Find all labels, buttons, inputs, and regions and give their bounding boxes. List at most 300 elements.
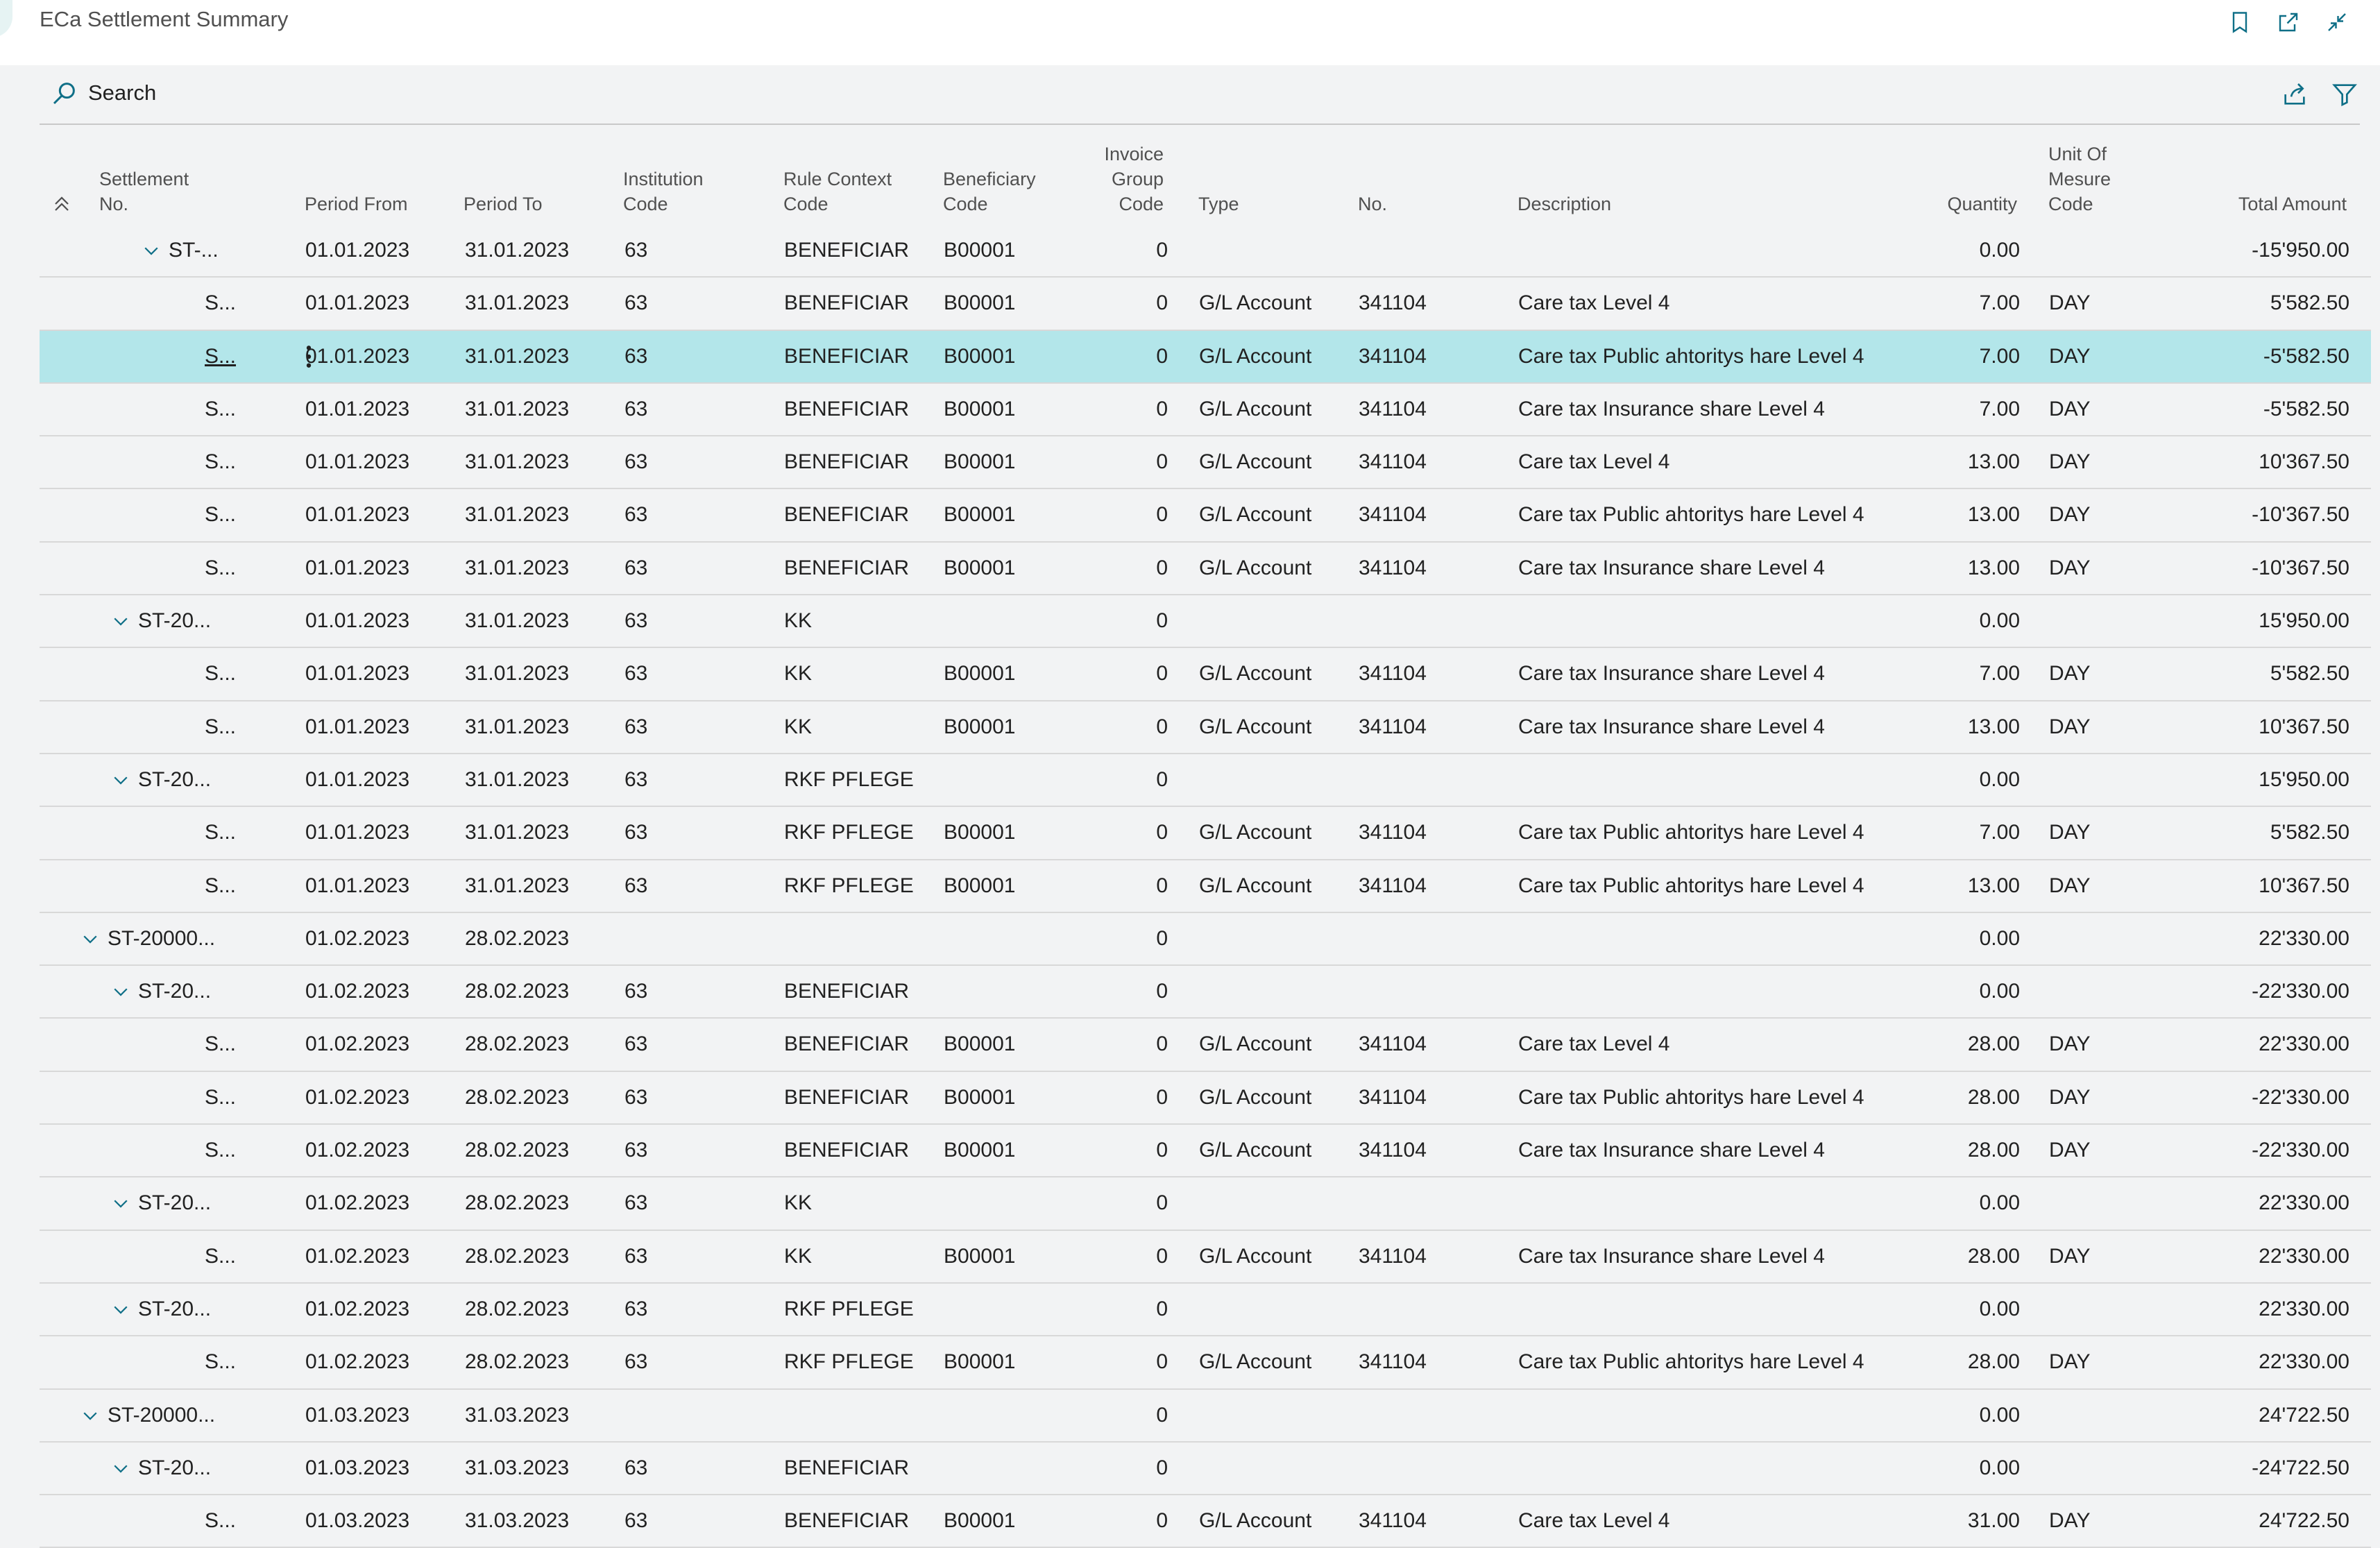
cell-settlement-no[interactable]: ST-20... [138, 1297, 212, 1320]
cell-description: Care tax Public ahtoritys hare Level 4 [1518, 503, 1864, 527]
cell-invoice-group-code: 0 [1156, 1085, 1168, 1109]
cell-quantity: 0.00 [1979, 1403, 2020, 1427]
table-row[interactable] [40, 543, 2371, 595]
cell-no: 341104 [1359, 1244, 1427, 1268]
cell-total-amount: 10'367.50 [2259, 715, 2349, 738]
cell-total-amount: 22'330.00 [2259, 1244, 2349, 1268]
table-row[interactable] [40, 1443, 2371, 1495]
cell-settlement-no[interactable]: S... [205, 397, 237, 420]
cell-rule-context-code: BENEFICIAR [784, 344, 910, 368]
cell-period-from: 01.01.2023 [305, 767, 410, 791]
cell-beneficiary-code: B00001 [944, 1032, 1016, 1056]
cell-no: 341104 [1359, 397, 1427, 420]
cell-institution-code: 63 [624, 503, 648, 527]
cell-settlement-no[interactable]: ST-20... [138, 1191, 212, 1215]
cell-institution-code: 63 [624, 239, 648, 262]
cell-quantity: 0.00 [1979, 239, 2020, 262]
cell-settlement-no[interactable]: ST-20... [138, 1456, 212, 1479]
table-row[interactable] [40, 1125, 2371, 1177]
cell-period-from: 01.02.2023 [305, 1350, 410, 1374]
collapse-icon[interactable] [2322, 7, 2352, 37]
table-row[interactable] [40, 595, 2371, 648]
cell-beneficiary-code: B00001 [944, 874, 1016, 897]
cell-institution-code: 63 [624, 1297, 648, 1320]
cell-total-amount: -10'367.50 [2252, 503, 2349, 527]
cell-description: Care tax Insurance share Level 4 [1518, 1244, 1825, 1268]
col-settlement-no[interactable]: Settlement No. [99, 169, 189, 214]
cell-unit-of-measure: DAY [2049, 662, 2091, 686]
chevron-down-icon[interactable] [110, 1458, 131, 1479]
cell-settlement-no[interactable]: S... [205, 715, 237, 738]
table-row[interactable] [40, 1177, 2371, 1230]
cell-invoice-group-code: 0 [1156, 1139, 1168, 1162]
cell-description: Care tax Level 4 [1518, 1032, 1670, 1056]
cell-rule-context-code: BENEFICIAR [784, 980, 910, 1003]
cell-period-to: 28.02.2023 [465, 1191, 570, 1215]
cell-invoice-group-code: 0 [1156, 715, 1168, 738]
cell-total-amount: 5'582.50 [2270, 662, 2349, 686]
cell-rule-context-code: BENEFICIAR [784, 450, 910, 474]
toolbar-actions [2279, 79, 2360, 110]
cell-period-from: 01.01.2023 [305, 609, 410, 633]
cell-period-from: 01.01.2023 [305, 239, 410, 262]
cell-rule-context-code: BENEFICIAR [784, 1085, 910, 1109]
cell-settlement-no[interactable]: S... [205, 1244, 237, 1268]
cell-type: G/L Account [1199, 1032, 1312, 1056]
cell-invoice-group-code: 0 [1156, 980, 1168, 1003]
col-type[interactable]: Type [1198, 194, 1239, 214]
cell-period-to: 31.01.2023 [465, 344, 570, 368]
cell-period-to: 31.03.2023 [465, 1403, 570, 1427]
cell-invoice-group-code: 0 [1156, 1509, 1168, 1533]
cell-settlement-no[interactable]: S... [205, 503, 237, 527]
col-beneficiary-code[interactable]: Beneficiary Code [943, 169, 1036, 214]
cell-type: G/L Account [1199, 1139, 1312, 1162]
cell-period-to: 31.01.2023 [465, 609, 570, 633]
chevron-down-icon[interactable] [80, 1405, 101, 1426]
cell-quantity: 28.00 [1967, 1085, 2020, 1109]
cell-invoice-group-code: 0 [1156, 344, 1168, 368]
cell-settlement-no[interactable]: ST-20... [138, 609, 212, 633]
chevron-down-icon[interactable] [110, 611, 131, 631]
cell-type: G/L Account [1199, 450, 1312, 474]
cell-rule-context-code: KK [784, 662, 813, 686]
cell-institution-code: 63 [624, 1244, 648, 1268]
cell-quantity: 0.00 [1979, 926, 2020, 950]
cell-type: G/L Account [1199, 291, 1312, 315]
cell-invoice-group-code: 0 [1156, 874, 1168, 897]
cell-rule-context-code: BENEFICIAR [784, 556, 910, 579]
cell-period-to: 28.02.2023 [465, 1085, 570, 1109]
cell-period-from: 01.03.2023 [305, 1509, 410, 1533]
cell-beneficiary-code: B00001 [944, 397, 1016, 420]
cell-institution-code: 63 [624, 715, 648, 738]
cell-type: G/L Account [1199, 1085, 1312, 1109]
cell-institution-code: 63 [624, 1032, 648, 1056]
cell-beneficiary-code: B00001 [944, 503, 1016, 527]
cell-invoice-group-code: 0 [1156, 821, 1168, 844]
cell-beneficiary-code: B00001 [944, 821, 1016, 844]
table-row[interactable] [40, 913, 2371, 966]
cell-period-from: 01.01.2023 [305, 821, 410, 844]
table-row[interactable] [40, 1284, 2371, 1336]
cell-period-from: 01.02.2023 [305, 1032, 410, 1056]
cell-total-amount: 22'330.00 [2259, 1350, 2349, 1374]
cell-period-from: 01.02.2023 [305, 1297, 410, 1320]
cell-period-from: 01.02.2023 [305, 926, 410, 950]
cell-quantity: 13.00 [1967, 503, 2020, 527]
chevron-down-icon[interactable] [80, 928, 101, 949]
open-in-new-window-icon[interactable] [2273, 7, 2304, 37]
title-bar [0, 0, 2380, 65]
collapse-all-icon[interactable] [49, 190, 74, 218]
cell-quantity: 31.00 [1967, 1509, 2020, 1533]
cell-unit-of-measure: DAY [2049, 1032, 2091, 1056]
table-row[interactable] [40, 278, 2371, 330]
cell-quantity: 0.00 [1979, 1456, 2020, 1479]
cell-invoice-group-code: 0 [1156, 556, 1168, 579]
cell-period-to: 31.01.2023 [465, 767, 570, 791]
cell-institution-code: 63 [624, 767, 648, 791]
cell-settlement-no[interactable]: ST-20000... [108, 1403, 216, 1427]
cell-total-amount: 22'330.00 [2259, 1191, 2349, 1215]
cell-period-to: 31.01.2023 [465, 821, 570, 844]
table-row[interactable] [40, 1072, 2371, 1125]
cell-period-from: 01.02.2023 [305, 1191, 410, 1215]
cell-type: G/L Account [1199, 1350, 1312, 1374]
cell-no: 341104 [1359, 1139, 1427, 1162]
cell-rule-context-code: BENEFICIAR [784, 1032, 910, 1056]
cell-unit-of-measure: DAY [2049, 344, 2091, 368]
cell-rule-context-code: RKF PFLEGE [784, 821, 914, 844]
cell-settlement-no[interactable]: S... [205, 556, 237, 579]
cell-settlement-no[interactable]: S... [205, 1032, 237, 1056]
cell-institution-code: 63 [624, 1350, 648, 1374]
cell-settlement-no[interactable]: S... [205, 1139, 237, 1162]
cell-period-to: 31.01.2023 [465, 503, 570, 527]
cell-type: G/L Account [1199, 821, 1312, 844]
table-row[interactable] [40, 331, 2371, 384]
cell-institution-code: 63 [624, 1191, 648, 1215]
chevron-down-icon[interactable] [141, 240, 162, 261]
cell-invoice-group-code: 0 [1156, 503, 1168, 527]
cell-period-from: 01.01.2023 [305, 874, 410, 897]
cell-period-from: 01.03.2023 [305, 1456, 410, 1479]
table-row[interactable] [40, 1231, 2371, 1284]
cell-no: 341104 [1359, 556, 1427, 579]
bookmark-icon[interactable] [2225, 7, 2255, 37]
cell-invoice-group-code: 0 [1156, 1297, 1168, 1320]
cell-total-amount: 10'367.50 [2259, 450, 2349, 474]
cell-rule-context-code: BENEFICIAR [784, 397, 910, 420]
cell-description: Care tax Public ahtoritys hare Level 4 [1518, 821, 1864, 844]
cell-total-amount: -22'330.00 [2252, 1085, 2349, 1109]
cell-rule-context-code: KK [784, 1244, 813, 1268]
cell-no: 341104 [1359, 503, 1427, 527]
cell-settlement-no[interactable]: S... [205, 1509, 237, 1533]
cell-total-amount: 24'722.50 [2259, 1509, 2349, 1533]
cell-quantity: 28.00 [1967, 1350, 2020, 1374]
cell-institution-code: 63 [624, 1456, 648, 1479]
grid-header [40, 136, 2371, 225]
cell-total-amount: -10'367.50 [2252, 556, 2349, 579]
cell-institution-code: 63 [624, 874, 648, 897]
cell-quantity: 13.00 [1967, 450, 2020, 474]
cell-invoice-group-code: 0 [1156, 397, 1168, 420]
grid-body [40, 225, 2371, 1548]
table-row[interactable] [40, 807, 2371, 860]
cell-period-from: 01.02.2023 [305, 1085, 410, 1109]
cell-total-amount: 5'582.50 [2270, 821, 2349, 844]
cell-beneficiary-code: B00001 [944, 715, 1016, 738]
cell-rule-context-code: BENEFICIAR [784, 1509, 910, 1533]
cell-quantity: 0.00 [1979, 1297, 2020, 1320]
cell-quantity: 13.00 [1967, 874, 2020, 897]
cell-settlement-no[interactable]: S... [205, 821, 237, 844]
cell-invoice-group-code: 0 [1156, 450, 1168, 474]
cell-rule-context-code: BENEFICIAR [784, 291, 910, 315]
cell-settlement-no[interactable]: S... [205, 1350, 237, 1374]
cell-quantity: 28.00 [1967, 1139, 2020, 1162]
cell-period-from: 01.01.2023 [305, 344, 410, 368]
cell-description: Care tax Insurance share Level 4 [1518, 715, 1825, 738]
cell-total-amount: -5'582.50 [2263, 344, 2349, 368]
cell-beneficiary-code: B00001 [944, 662, 1016, 686]
cell-description: Care tax Public ahtoritys hare Level 4 [1518, 344, 1864, 368]
col-period-to[interactable]: Period To [464, 194, 543, 214]
cell-period-to: 28.02.2023 [465, 1244, 570, 1268]
cell-rule-context-code: RKF PFLEGE [784, 767, 914, 791]
cell-invoice-group-code: 0 [1156, 609, 1168, 633]
cell-rule-context-code: RKF PFLEGE [784, 874, 914, 897]
cell-no: 341104 [1359, 874, 1427, 897]
col-institution-code[interactable]: Institution Code [623, 169, 704, 214]
cell-institution-code: 63 [624, 980, 648, 1003]
chevron-down-icon[interactable] [110, 1193, 131, 1214]
table-row[interactable] [40, 701, 2371, 754]
settlement-grid [40, 136, 2371, 1548]
cell-rule-context-code: RKF PFLEGE [784, 1350, 914, 1374]
cell-type: G/L Account [1199, 503, 1312, 527]
cell-total-amount: -15'950.00 [2252, 239, 2349, 262]
cell-period-from: 01.02.2023 [305, 980, 410, 1003]
cell-description: Care tax Insurance share Level 4 [1518, 1139, 1825, 1162]
cell-type: G/L Account [1199, 1509, 1312, 1533]
cell-unit-of-measure: DAY [2049, 1509, 2091, 1533]
cell-beneficiary-code: B00001 [944, 344, 1016, 368]
cell-total-amount: 24'722.50 [2259, 1403, 2349, 1427]
cell-type: G/L Account [1199, 344, 1312, 368]
cell-institution-code: 63 [624, 821, 648, 844]
table-row[interactable] [40, 1495, 2371, 1548]
cell-settlement-no[interactable]: S... [205, 450, 237, 474]
cell-invoice-group-code: 0 [1156, 1456, 1168, 1479]
cell-quantity: 28.00 [1967, 1032, 2020, 1056]
cell-quantity: 0.00 [1979, 609, 2020, 633]
table-row[interactable] [40, 225, 2371, 278]
cell-beneficiary-code: B00001 [944, 1350, 1016, 1374]
cell-total-amount: -22'330.00 [2252, 1139, 2349, 1162]
cell-period-from: 01.02.2023 [305, 1244, 410, 1268]
cell-settlement-no[interactable]: S... [205, 344, 237, 368]
cell-beneficiary-code: B00001 [944, 1139, 1016, 1162]
cell-quantity: 13.00 [1967, 715, 2020, 738]
cell-quantity: 0.00 [1979, 980, 2020, 1003]
cell-invoice-group-code: 0 [1156, 239, 1168, 262]
cell-invoice-group-code: 0 [1156, 926, 1168, 950]
cell-beneficiary-code: B00001 [944, 556, 1016, 579]
cell-total-amount: -22'330.00 [2252, 980, 2349, 1003]
cell-period-to: 31.01.2023 [465, 239, 570, 262]
cell-total-amount: 15'950.00 [2259, 767, 2349, 791]
cell-period-from: 01.01.2023 [305, 503, 410, 527]
cell-institution-code: 63 [624, 609, 648, 633]
cell-period-to: 31.01.2023 [465, 874, 570, 897]
cell-invoice-group-code: 0 [1156, 767, 1168, 791]
cell-rule-context-code: RKF PFLEGE [784, 1297, 914, 1320]
col-no[interactable]: No. [1358, 194, 1388, 214]
cell-settlement-no[interactable]: S... [205, 291, 237, 315]
col-period-from[interactable]: Period From [305, 194, 408, 214]
cell-type: G/L Account [1199, 874, 1312, 897]
col-total-amount[interactable]: Total Amount [2238, 194, 2347, 214]
cell-period-to: 28.02.2023 [465, 1350, 570, 1374]
cell-period-to: 28.02.2023 [465, 1297, 570, 1320]
cell-beneficiary-code: B00001 [944, 1085, 1016, 1109]
col-invoice-group-code[interactable]: Invoice Group Code [1104, 144, 1164, 214]
table-row[interactable] [40, 384, 2371, 436]
cell-no: 341104 [1359, 291, 1427, 315]
cell-quantity: 7.00 [1979, 397, 2020, 420]
cell-no: 341104 [1359, 344, 1427, 368]
cell-period-to: 28.02.2023 [465, 926, 570, 950]
cell-invoice-group-code: 0 [1156, 291, 1168, 315]
cell-description: Care tax Public ahtoritys hare Level 4 [1518, 1350, 1864, 1374]
cell-period-to: 31.01.2023 [465, 662, 570, 686]
cell-quantity: 7.00 [1979, 344, 2020, 368]
search-label: Search [88, 80, 157, 105]
table-row[interactable] [40, 860, 2371, 913]
col-rule-context-code[interactable]: Rule Context Code [783, 169, 892, 214]
cell-quantity: 7.00 [1979, 821, 2020, 844]
cell-unit-of-measure: DAY [2049, 291, 2091, 315]
cell-unit-of-measure: DAY [2049, 1350, 2091, 1374]
cell-total-amount: 22'330.00 [2259, 1297, 2349, 1320]
share-icon[interactable] [2279, 79, 2310, 110]
cell-type: G/L Account [1199, 662, 1312, 686]
cell-total-amount: -24'722.50 [2252, 1456, 2349, 1479]
cell-type: G/L Account [1199, 715, 1312, 738]
title-actions [2225, 7, 2352, 37]
cell-settlement-no[interactable]: S... [205, 662, 237, 686]
table-row[interactable] [40, 1336, 2371, 1389]
cell-unit-of-measure: DAY [2049, 1139, 2091, 1162]
cell-invoice-group-code: 0 [1156, 1032, 1168, 1056]
col-quantity[interactable]: Quantity [1947, 194, 2017, 214]
cell-period-to: 31.01.2023 [465, 291, 570, 315]
col-unit-of-measure-code[interactable]: Unit Of Mesure Code [2048, 144, 2111, 214]
cell-invoice-group-code: 0 [1156, 1403, 1168, 1427]
cell-rule-context-code: BENEFICIAR [784, 503, 910, 527]
cell-no: 341104 [1359, 821, 1427, 844]
cell-invoice-group-code: 0 [1156, 1191, 1168, 1215]
col-description[interactable]: Description [1518, 194, 1612, 214]
cell-quantity: 7.00 [1979, 291, 2020, 315]
table-row[interactable] [40, 489, 2371, 542]
table-row[interactable] [40, 966, 2371, 1019]
table-row[interactable] [40, 436, 2371, 489]
cell-settlement-no[interactable]: S... [205, 874, 237, 897]
cell-institution-code: 63 [624, 450, 648, 474]
chevron-down-icon[interactable] [110, 1299, 131, 1320]
cell-no: 341104 [1359, 715, 1427, 738]
cell-rule-context-code: BENEFICIAR [784, 1456, 910, 1479]
cell-institution-code: 63 [624, 1139, 648, 1162]
filter-icon[interactable] [2329, 79, 2360, 110]
table-row[interactable] [40, 754, 2371, 807]
cell-settlement-no[interactable]: ST-20000... [108, 926, 216, 950]
chevron-down-icon[interactable] [110, 769, 131, 790]
cell-total-amount: 10'367.50 [2259, 874, 2349, 897]
cell-settlement-no[interactable]: ST-20... [138, 767, 212, 791]
cell-quantity: 28.00 [1967, 1244, 2020, 1268]
cell-period-from: 01.01.2023 [305, 556, 410, 579]
cell-unit-of-measure: DAY [2049, 450, 2091, 474]
cell-beneficiary-code: B00001 [944, 239, 1016, 262]
cell-total-amount: 5'582.50 [2270, 291, 2349, 315]
cell-no: 341104 [1359, 1032, 1427, 1056]
cell-period-to: 28.02.2023 [465, 980, 570, 1003]
corner-tab [0, 0, 12, 37]
cell-institution-code: 63 [624, 556, 648, 579]
cell-invoice-group-code: 0 [1156, 1350, 1168, 1374]
cell-rule-context-code: BENEFICIAR [784, 239, 910, 262]
cell-beneficiary-code: B00001 [944, 450, 1016, 474]
cell-period-to: 31.01.2023 [465, 715, 570, 738]
cell-unit-of-measure: DAY [2049, 715, 2091, 738]
cell-rule-context-code: KK [784, 1191, 813, 1215]
cell-total-amount: 22'330.00 [2259, 926, 2349, 950]
cell-settlement-no[interactable]: S... [205, 1085, 237, 1109]
cell-quantity: 0.00 [1979, 1191, 2020, 1215]
cell-description: Care tax Level 4 [1518, 291, 1670, 315]
cell-rule-context-code: BENEFICIAR [784, 1139, 910, 1162]
cell-unit-of-measure: DAY [2049, 397, 2091, 420]
table-row[interactable] [40, 1019, 2371, 1071]
cell-unit-of-measure: DAY [2049, 556, 2091, 579]
cell-rule-context-code: KK [784, 609, 813, 633]
cell-period-to: 31.03.2023 [465, 1456, 570, 1479]
cell-quantity: 13.00 [1967, 556, 2020, 579]
table-row[interactable] [40, 1390, 2371, 1443]
cell-settlement-no[interactable]: ST-... [169, 239, 219, 262]
cell-period-from: 01.01.2023 [305, 397, 410, 420]
table-row[interactable] [40, 648, 2371, 701]
cell-period-from: 01.03.2023 [305, 1403, 410, 1427]
cell-period-from: 01.01.2023 [305, 662, 410, 686]
cell-rule-context-code: KK [784, 715, 813, 738]
cell-period-from: 01.02.2023 [305, 1139, 410, 1162]
cell-period-to: 28.02.2023 [465, 1139, 570, 1162]
search-button[interactable] [51, 79, 156, 107]
chevron-down-icon[interactable] [110, 981, 131, 1002]
cell-institution-code: 63 [624, 344, 648, 368]
cell-settlement-no[interactable]: ST-20... [138, 980, 212, 1003]
cell-quantity: 7.00 [1979, 662, 2020, 686]
cell-period-to: 31.01.2023 [465, 556, 570, 579]
cell-unit-of-measure: DAY [2049, 1244, 2091, 1268]
cell-quantity: 0.00 [1979, 767, 2020, 791]
